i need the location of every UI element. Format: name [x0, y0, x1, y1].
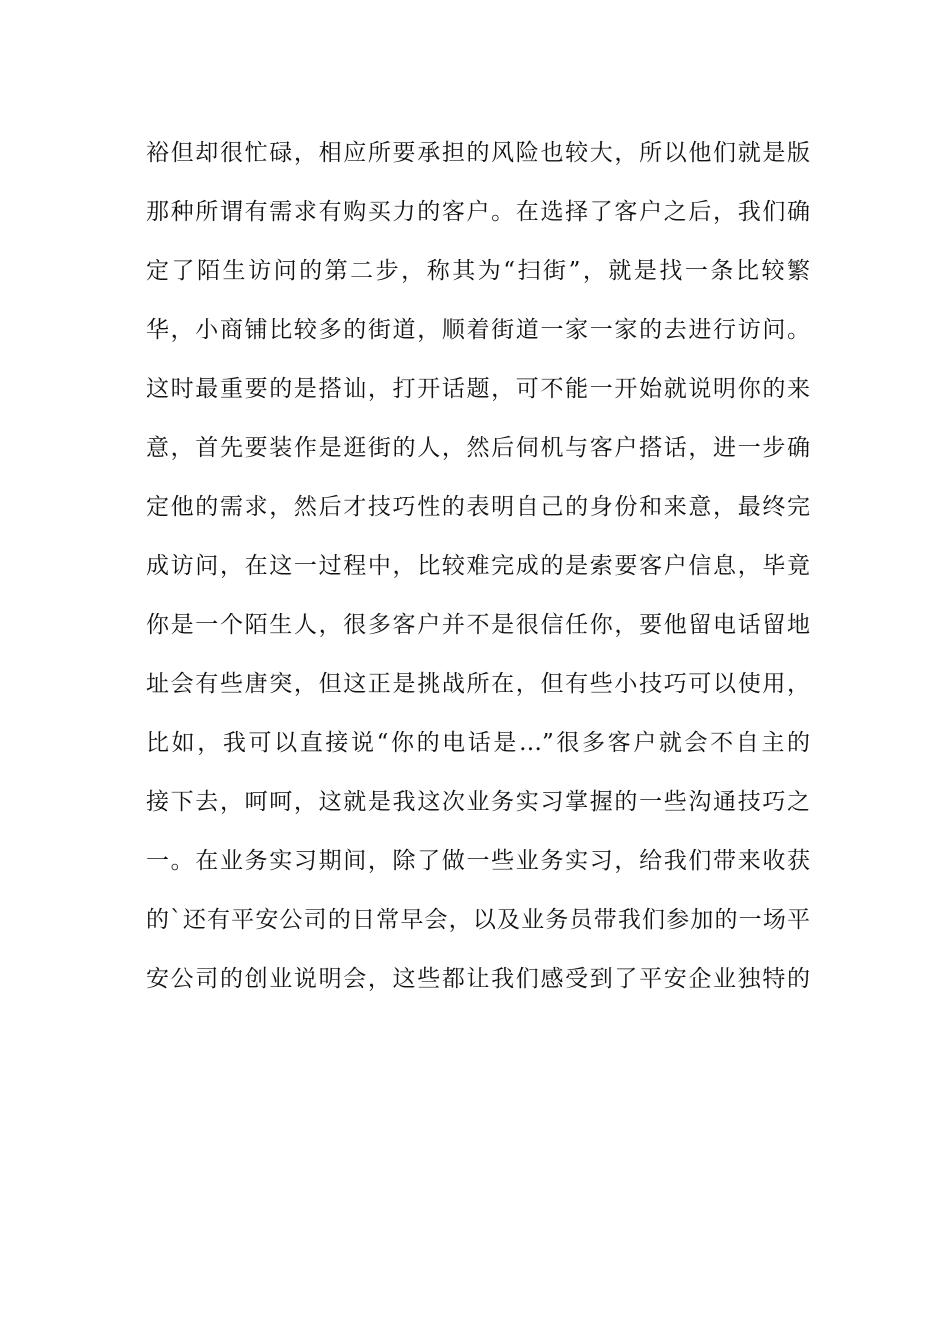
text-line: 一。在业务实习期间，除了做一些业务实习，给我们带来收获 — [146, 848, 810, 874]
text-line: 定他的需求，然后才技巧性的表明自己的身份和来意，最终完 — [146, 494, 810, 520]
text-line: 址会有些唐突，但这正是挑战所在，但有些小技巧可以使用， — [146, 671, 810, 697]
text-line: 接下去，呵呵，这就是我这次业务实习掌握的一些沟通技巧之 — [146, 789, 810, 815]
text-line: 定了陌生访问的第二步，称其为“扫街”，就是找一条比较繁 — [146, 258, 810, 284]
body-text — [146, 130, 810, 1015]
text-line: 这时最重要的是搭讪，打开话题，可不能一开始就说明你的来 — [146, 376, 810, 402]
text-line: 意，首先要装作是逛街的人，然后伺机与客户搭话，进一步确 — [146, 435, 810, 461]
text-line: 成访问，在这一过程中，比较难完成的是索要客户信息，毕竟 — [146, 553, 810, 579]
text-line: 比如，我可以直接说“你的电话是…”很多客户就会不自主的 — [146, 730, 810, 756]
text-line: 华，小商铺比较多的街道，顺着街道一家一家的去进行访问。 — [146, 317, 810, 343]
text-line: 裕但却很忙碌，相应所要承担的风险也较大，所以他们就是版 — [146, 140, 810, 166]
text-line: 安公司的创业说明会，这些都让我们感受到了平安企业独特的 — [146, 966, 810, 992]
text-line: 你是一个陌生人，很多客户并不是很信任你，要他留电话留地 — [146, 612, 810, 638]
text-line: 那种所谓有需求有购买力的客户。在选择了客户之后，我们确 — [146, 199, 810, 225]
text-line: 的`还有平安公司的日常早会，以及业务员带我们参加的一场平 — [146, 907, 810, 933]
